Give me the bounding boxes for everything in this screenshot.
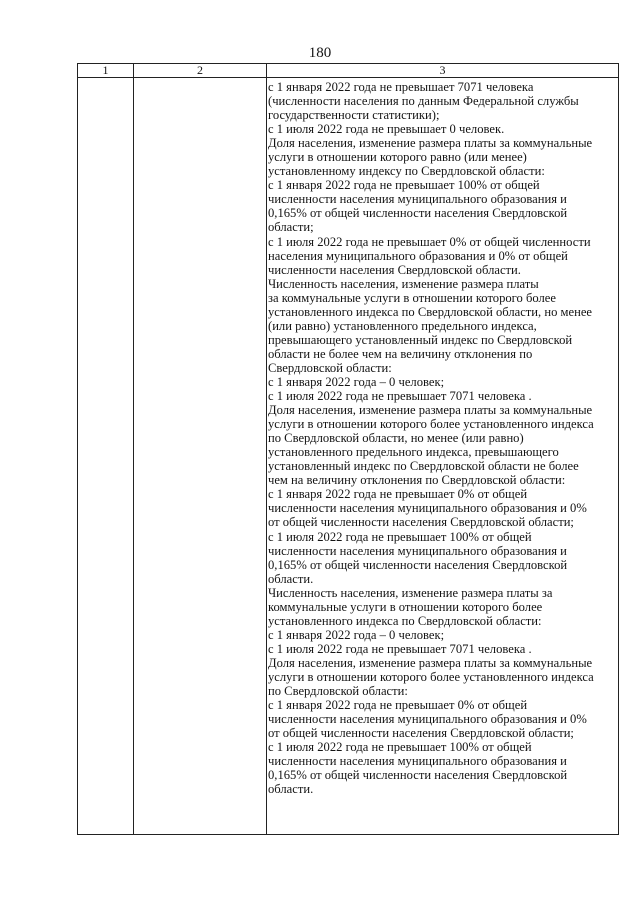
column-3-content-cell — [267, 78, 618, 796]
text-line: с 1 января 2022 года не превышает 100% от общей — [268, 178, 540, 193]
table-header-row — [78, 64, 618, 78]
text-line: области; — [268, 220, 314, 235]
text-line: превышающего установленный индекс по Свердловской — [268, 332, 573, 347]
text-line: численности населения муниципального образования и — [268, 192, 567, 207]
text-line: установленному индексу по Свердловской области: — [268, 164, 545, 179]
text-line: Доля населения, изменение размера платы за коммунальные — [268, 655, 593, 670]
text-line: с 1 июля 2022 года не превышает 100% от общей — [268, 529, 532, 544]
text-line: с 1 января 2022 года не превышает 7071 человека — [268, 80, 534, 94]
header-cell-col2: 2 — [197, 63, 203, 77]
header-cell-col3: 3 — [439, 63, 446, 77]
text-line: населения муниципального образования и 0% от общей — [268, 248, 568, 263]
column-divider-1-2 — [133, 64, 134, 834]
text-line: за коммунальные услуги в отношении которого более — [268, 290, 556, 305]
header-cell-col1: 1 — [102, 63, 109, 77]
text-line: услуги в отношении которого более установленного индекса — [268, 669, 594, 684]
text-line: с 1 января 2022 года не превышает 0% от общей — [268, 698, 528, 713]
text-line: Доля населения, изменение размера платы за коммунальные — [268, 136, 593, 151]
text-line: с 1 января 2022 года – 0 человек; — [268, 374, 445, 389]
text-line: численности населения муниципального образования и 0% — [268, 712, 587, 727]
text-line: Численность населения, изменение размера платы — [268, 276, 539, 291]
text-line: (или равно) установленного предельного индекса, — [268, 318, 537, 333]
text-line: государственности статистики); — [268, 108, 440, 123]
text-line: услуги в отношении которого равно (или менее) — [268, 150, 527, 165]
text-line: численности населения Свердловской области. — [268, 262, 521, 277]
text-line: с 1 июля 2022 года не превышает 0% от общей численности — [268, 234, 591, 249]
text-line: 0,165% от общей численности населения Свердловской — [268, 557, 568, 572]
text-line: численности населения муниципального образования и — [268, 754, 567, 769]
document-table — [77, 63, 619, 835]
text-line: области не более чем на величину отклонения по — [268, 346, 533, 361]
text-line: Численность населения, изменение размера платы за — [268, 585, 553, 600]
text-line: услуги в отношении которого более установленного индекса — [268, 417, 594, 432]
text-line: установленный индекс по Свердловской области не более — [268, 459, 579, 474]
text-line: от общей численности населения Свердловской области; — [268, 726, 574, 741]
page-number: 180 — [308, 45, 332, 61]
text-line: с 1 июля 2022 года не превышает 0 человек. — [268, 122, 505, 137]
text-line: установленного индекса по Свердловской области, но менее — [268, 304, 593, 319]
text-line: 0,165% от общей численности населения Свердловской — [268, 206, 568, 221]
text-line: численности населения муниципального образования и 0% — [268, 501, 587, 516]
text-line: 0,165% от общей численности населения Свердловской — [268, 768, 568, 783]
text-line: с 1 июля 2022 года не превышает 100% от общей — [268, 740, 532, 755]
text-line: численности населения муниципального образования и — [268, 543, 567, 558]
text-line: от общей численности населения Свердловской области; — [268, 515, 574, 530]
text-line: Доля населения, изменение размера платы за коммунальные — [268, 403, 593, 418]
text-line: по Свердловской области, но менее (или равно) — [268, 431, 524, 446]
text-line: установленного предельного индекса, превышающего — [268, 445, 559, 460]
text-line: области. — [268, 782, 314, 797]
text-line: области. — [268, 571, 314, 586]
text-line: (численности населения по данным Федеральной службы — [268, 94, 579, 109]
text-line: коммунальные услуги в отношении которого более — [268, 599, 543, 614]
text-line: Свердловской области: — [268, 360, 392, 375]
text-line: с 1 января 2022 года не превышает 0% от общей — [268, 487, 528, 502]
text-line: установленного индекса по Свердловской области: — [268, 613, 542, 628]
text-line: с 1 января 2022 года – 0 человек; — [268, 627, 445, 642]
text-line: с 1 июля 2022 года не превышает 7071 человека . — [268, 641, 532, 656]
text-line: чем на величину отклонения по Свердловской области: — [268, 473, 566, 488]
text-line: по Свердловской области: — [268, 684, 408, 699]
text-line: с 1 июля 2022 года не превышает 7071 человека . — [268, 389, 532, 404]
